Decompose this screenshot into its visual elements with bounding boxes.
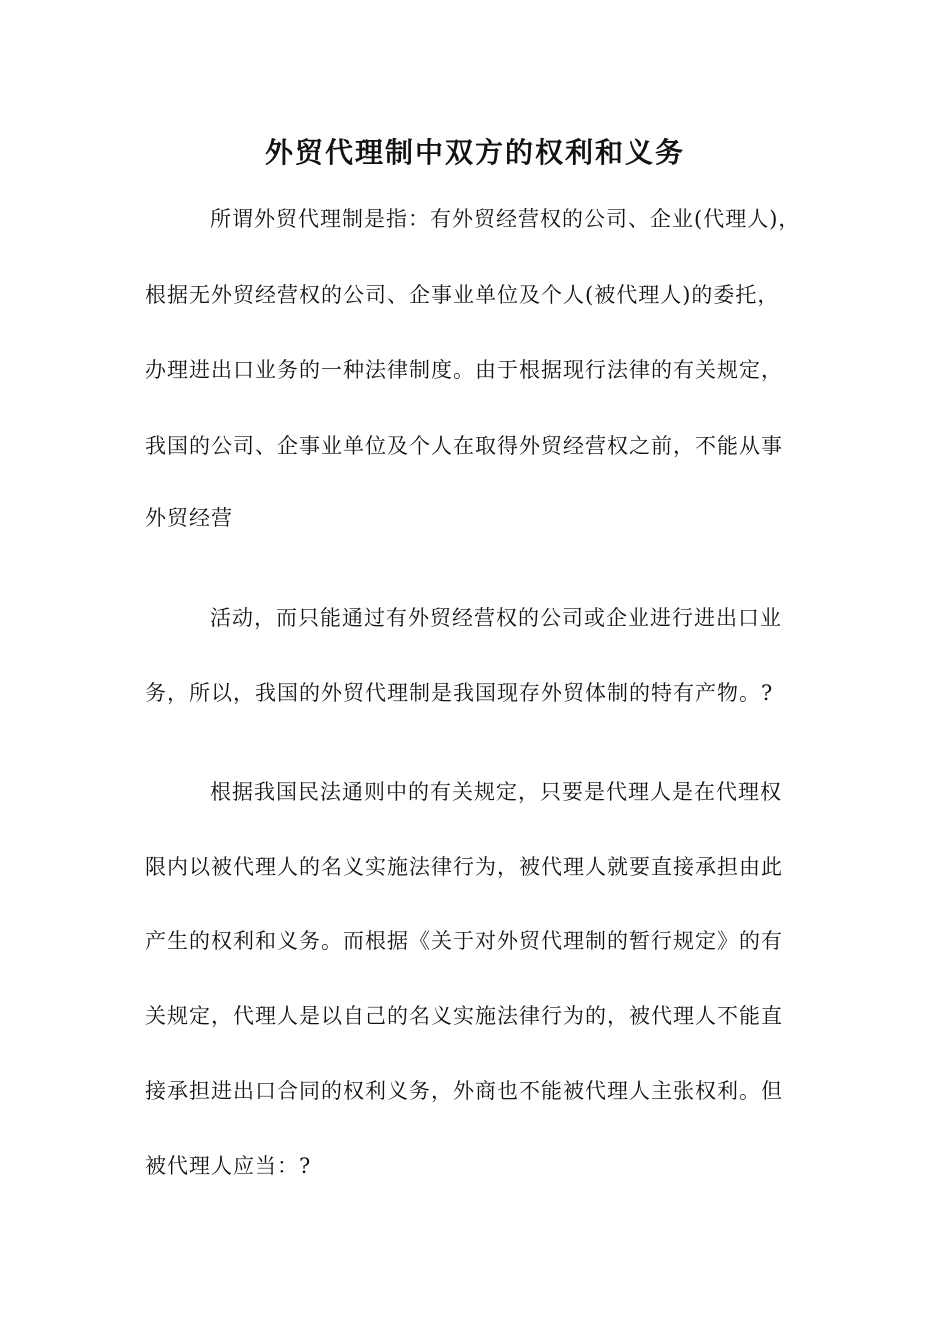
paragraph-1-line-2: 根据无外贸经营权的公司、企事业单位及个人(被代理人)的委托， [145, 283, 780, 307]
paragraph-3-line-4: 关规定，代理人是以自己的名义实施法律行为的，被代理人不能直 [145, 1004, 783, 1028]
paragraph-1-line-4: 我国的公司、企事业单位及个人在取得外贸经营权之前，不能从事 [145, 434, 783, 458]
paragraph-1-line-1: 所谓外贸代理制是指：有外贸经营权的公司、企业(代理人)， [210, 207, 801, 231]
paragraph-3-line-1: 根据我国民法通则中的有关规定，只要是代理人是在代理权 [210, 780, 782, 804]
paragraph-2-line-2: 务，所以，我国的外贸代理制是我国现存外贸体制的特有产物。? [145, 681, 774, 705]
paragraph-3-line-5: 接承担进出口合同的权利义务，外商也不能被代理人主张权利。但 [145, 1079, 783, 1103]
paragraph-1-line-3: 办理进出口业务的一种法律制度。由于根据现行法律的有关规定， [145, 358, 783, 382]
paragraph-3-line-3: 产生的权利和义务。而根据《关于对外贸代理制的暂行规定》的有 [145, 929, 783, 953]
paragraph-3-line-2: 限内以被代理人的名义实施法律行为，被代理人就要直接承担由此 [145, 855, 783, 879]
paragraph-3-line-6: 被代理人应当：? [145, 1154, 312, 1178]
paragraph-1-line-5: 外贸经营 [145, 506, 233, 530]
paragraph-2-line-1: 活动，而只能通过有外贸经营权的公司或企业进行进出口业 [210, 606, 782, 630]
document-title: 外贸代理制中双方的权利和义务 [264, 136, 685, 169]
